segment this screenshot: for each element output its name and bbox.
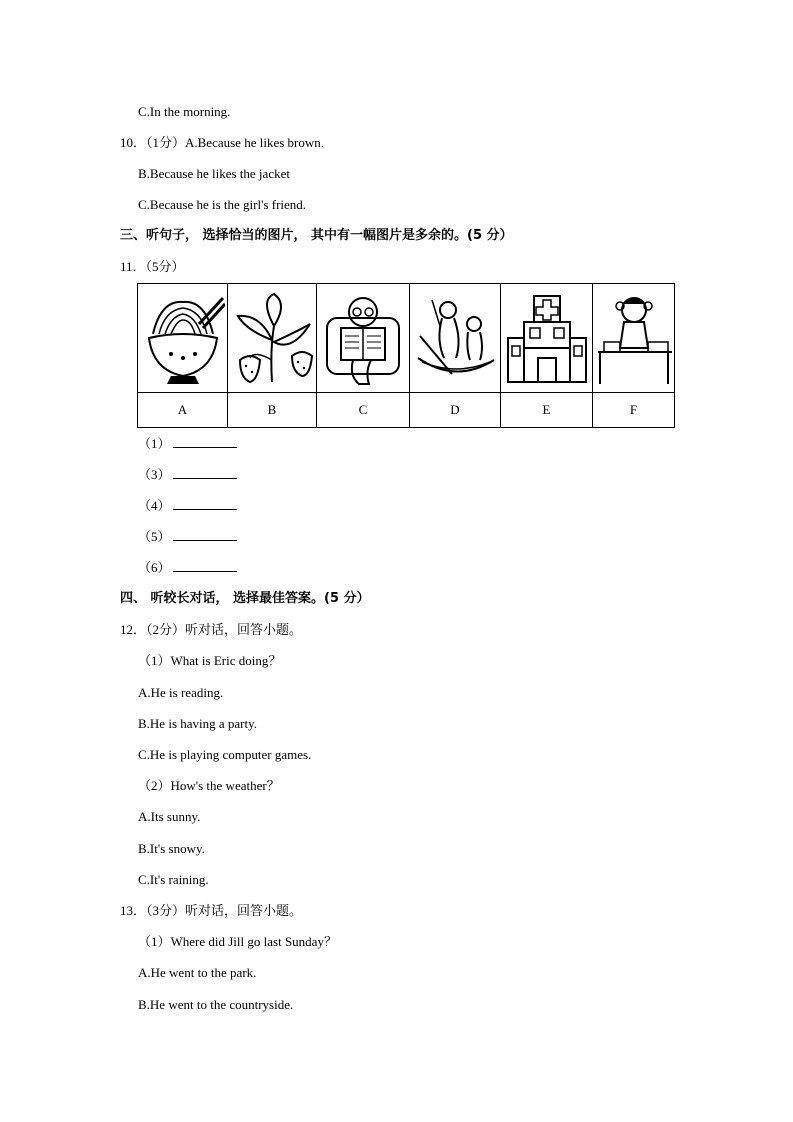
q12-1-option-a: A.He is reading. xyxy=(138,685,224,700)
q12-2-option-c: C.It's raining. xyxy=(138,872,209,887)
blank-number: （5） xyxy=(138,529,171,544)
q10-option-a: 10．（1分）A.Because he likes brown. xyxy=(120,135,324,150)
q13-1-question: （1）Where did Jill go last Sunday？ xyxy=(138,934,337,949)
picture-cell-e xyxy=(501,284,593,393)
q12-2-option-b: B.It's snowy. xyxy=(138,841,205,856)
blank-5 xyxy=(138,529,237,545)
blank-number: （4） xyxy=(138,498,171,513)
picture-label: C xyxy=(317,393,410,428)
man-reading-newspaper-icon xyxy=(319,288,407,388)
picture-label: F xyxy=(593,393,675,428)
picture-table xyxy=(137,283,675,428)
blank-number: （6） xyxy=(138,560,171,575)
picture-cell-d xyxy=(410,284,501,393)
answer-blank[interactable] xyxy=(173,467,237,479)
section-3-heading: 三、听句子， 选择恰当的图片， 其中有一幅图片是多余的。(5 分） xyxy=(120,228,513,243)
q10-option-b: B.Because he likes the jacket xyxy=(138,166,290,181)
q12-1-question: （1）What is Eric doing？ xyxy=(138,653,282,668)
hospital-icon xyxy=(504,288,590,388)
q11-heading: 11．（5分） xyxy=(120,259,185,274)
noodles-bowl-icon xyxy=(141,290,225,386)
section-4-heading: 四、 听较长对话， 选择最佳答案。(5 分） xyxy=(120,591,370,606)
answer-blank[interactable] xyxy=(173,529,237,541)
blank-number: （3） xyxy=(138,467,171,482)
q13-heading: 13．（3分）听对话，回答小题。 xyxy=(120,903,303,918)
picture-label: B xyxy=(228,393,317,428)
blank-6 xyxy=(138,560,237,576)
picture-label: A xyxy=(138,393,228,428)
strawberry-plant-icon xyxy=(230,290,314,386)
q12-2-option-a: A.Its sunny. xyxy=(138,809,201,824)
picture-cell-c xyxy=(317,284,410,393)
picture-cell-b xyxy=(228,284,317,393)
q12-1-option-c: C.He is playing computer games. xyxy=(138,747,312,762)
picture-label: D xyxy=(410,393,501,428)
blank-3 xyxy=(138,467,237,483)
q12-1-option-b: B.He is having a party. xyxy=(138,716,258,731)
blank-1 xyxy=(138,436,237,452)
q10-option-c: C.Because he is the girl's friend. xyxy=(138,197,307,212)
girl-at-desk-icon xyxy=(594,288,674,388)
picture-cell-a xyxy=(138,284,228,393)
people-rowing-boat-icon xyxy=(412,288,498,388)
answer-blank[interactable] xyxy=(173,560,237,572)
q12-heading: 12．（2分）听对话，回答小题。 xyxy=(120,622,303,637)
picture-label: E xyxy=(501,393,593,428)
q13-1-option-a: A.He went to the park. xyxy=(138,965,257,980)
answer-blank[interactable] xyxy=(173,436,237,448)
q13-1-option-b: B.He went to the countryside. xyxy=(138,997,294,1012)
blank-number: （1） xyxy=(138,436,171,451)
q9-option-c: C.In the morning. xyxy=(138,104,231,119)
picture-cell-f xyxy=(593,284,675,393)
answer-blank[interactable] xyxy=(173,498,237,510)
blank-4 xyxy=(138,498,237,514)
q12-2-question: （2）How's the weather？ xyxy=(138,778,280,793)
